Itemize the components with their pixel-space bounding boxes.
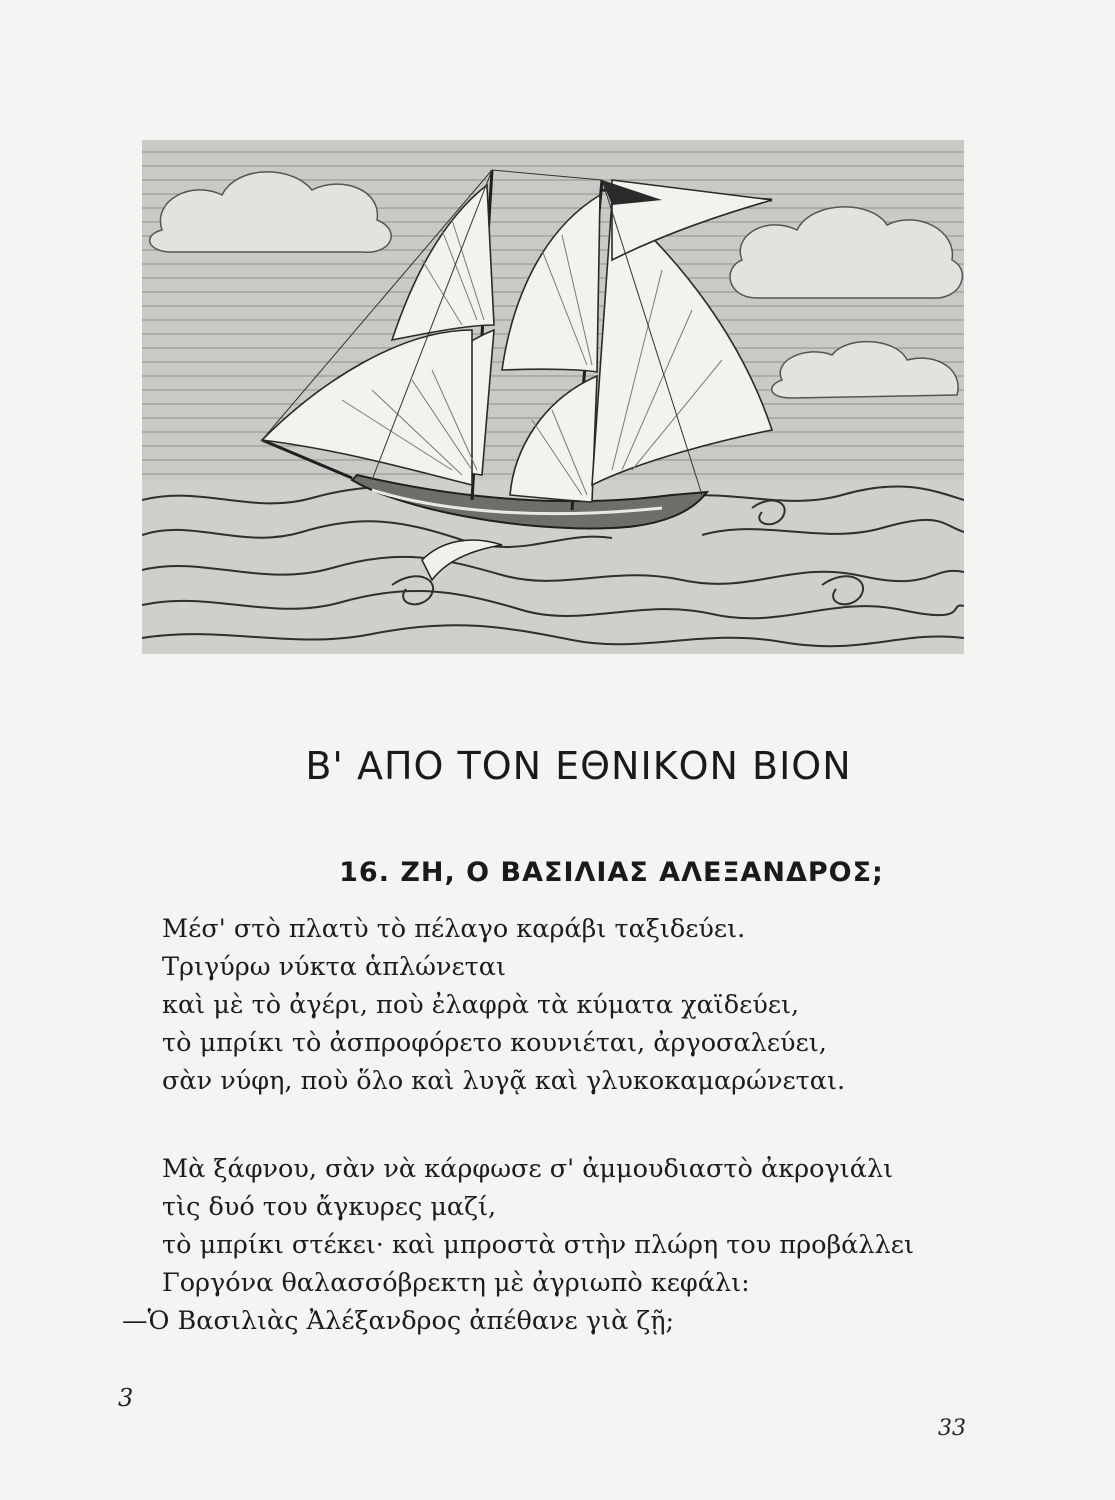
poem-line: καὶ μὲ τὸ ἀγέρι, ποὺ ἐλαφρὰ τὰ κύματα χαϊδεύει,: [162, 990, 800, 1020]
poem-stanza-2: [122, 1150, 1002, 1340]
poem-line: Γοργόνα θαλασσόβρεκτη μὲ ἀγριωπὸ κεφάλι:: [162, 1268, 750, 1298]
poem-line: Τριγύρω νύκτα ἁπλώνεται: [162, 952, 506, 982]
ship-drawing: [142, 140, 964, 654]
poem-line: τὸ μπρίκι τὸ ἀσπροφόρετο κουνιέται, ἀργοσαλεύει,: [162, 1028, 827, 1058]
sailing-ship-illustration: [142, 140, 964, 654]
poem-title: 16. ΖΗ, Ο ΒΑΣΙΛΙΑΣ ΑΛΕΞΑΝΔΡΟΣ;: [339, 857, 884, 888]
page-number: 33: [938, 1416, 966, 1441]
section-heading: Β' ΑΠΟ ΤΟΝ ΕΘΝΙΚΟΝ ΒΙΟΝ: [305, 744, 852, 788]
poem-line: σὰν νύφη, ποὺ ὅλο καὶ λυγᾷ καὶ γλυκοκαμαρώνεται.: [162, 1066, 846, 1096]
poem-line: Μέσ' στὸ πλατὺ τὸ πέλαγο καράβι ταξιδεύει.: [162, 914, 746, 944]
poem-stanza-1: [122, 910, 1002, 1100]
poem-line: —Ὁ Βασιλιὰς Ἀλέξανδρος ἀπέθανε γιὰ ζῇ;: [122, 1306, 675, 1336]
poem-line: τὶς δυό του ἄγκυρες μαζί,: [162, 1192, 497, 1222]
poem-line: Μὰ ξάφνου, σὰν νὰ κάρφωσε σ' ἀμμουδιαστὸ ἀκρογιάλι: [162, 1154, 894, 1184]
poem-line: τὸ μπρίκι στέκει· καὶ μπροστὰ στὴν πλώρη του προβάλλει: [162, 1230, 914, 1260]
printer-signature-mark: 3: [118, 1384, 134, 1412]
